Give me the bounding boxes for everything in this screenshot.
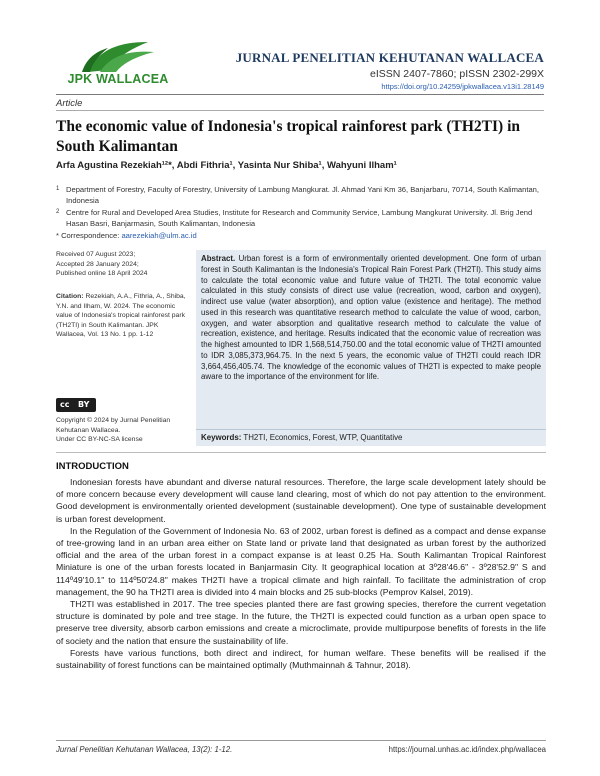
article-dates <box>56 250 188 279</box>
doi-link[interactable]: https://doi.org/10.24259/jpkwallacea.v13i1.28149 <box>381 82 544 91</box>
license-text: Under CC BY-NC-SA license <box>56 436 143 443</box>
article-title: The economic value of Indonesia's tropical rainforest park (TH2TI) in South Kalimantan <box>56 118 521 155</box>
affiliation-item <box>56 184 546 206</box>
footer-journal-citation: Jurnal Penelitian Kehutanan Wallacea, 13(2): 1-12. <box>56 745 233 754</box>
journal-issn: eISSN 2407-7860; pISSN 2302-299X <box>370 68 544 80</box>
footer-divider <box>56 740 546 741</box>
abstract-label: Abstract. <box>201 254 236 263</box>
journal-title: JURNAL PENELITIAN KEHUTANAN WALLACEA <box>235 50 544 65</box>
article-divider <box>56 110 544 111</box>
journal-logo <box>58 40 178 92</box>
received-date: Received 07 August 2023; <box>56 251 136 258</box>
copyright-text: Copyright © 2024 by Jurnal Penelitian Kehutanan Wallacea. <box>56 417 171 434</box>
abstract-box <box>196 250 546 446</box>
accepted-date: Accepted 28 January 2024; <box>56 260 139 268</box>
article-type-label: Article <box>56 98 83 109</box>
body-paragraph: In the Regulation of the Government of Indonesia No. 63 of 2002, urban forest is defined as a compact and dense expanse of tree-growing land in an urban area either on State land or private land that designated as urban forest by the authorized official and the area of the urban forest in a compact expanse is at least 0.25 Ha. South Kalimantan Tropical Rainforest Miniature is one of the urban forests located in Banjarmasin City. It geographical location at 3º28'46.6" - 3º28'52.9" S and 114º49'10.1" to 114º50'24.8" makes TH2TI have a tropical climate and high rainfall. To facilitate the administration of crop management, the 90 ha TH2TI area is divided into 4 main blocks and 25 sub-blocks (Pemprov Kalsel, 2019). <box>56 525 546 597</box>
body-paragraph: Forests have various functions, both direct and indirect, for human welfare. These benefits will be realised if the sustainability of forest functions can be maintained optimally (Muthmainnah & Tahnur, 2018). <box>56 647 546 671</box>
correspondence-line <box>56 230 546 241</box>
correspondence-label: * Correspondence: <box>56 231 120 240</box>
affiliation-text: Department of Forestry, Faculty of Forestry, University of Lambung Mangkurat. Jl. Ahmad Yani Km 36, Banjarbaru, 70714, South Kalimantan, Indonesia <box>66 185 540 205</box>
affiliation-number: 2 <box>56 209 60 215</box>
section-divider <box>56 452 546 453</box>
citation-label: Citation: <box>56 293 84 300</box>
leaf-icon <box>78 40 158 74</box>
correspondence-email[interactable]: aarezekiah@ulm.ac.id <box>121 231 197 240</box>
affiliation-item <box>56 207 546 229</box>
keywords-label: Keywords: <box>201 433 242 442</box>
citation-block <box>56 292 188 340</box>
citation-text: Rezekiah, A.A., Fithria, A., Shiba, Y.N. and Ilham, W. 2024. The economic value of Indonesia's tropical rainforest park (TH2TI) in South Kalimantan. JPK Wallacea, Vol. 13 No. 1 pp. 1-12 <box>56 293 186 338</box>
copyright-block <box>56 416 188 445</box>
cc-by-label: BY <box>78 400 90 409</box>
abstract-text: Urban forest is a form of environmentally oriented development. One form of urban forest in South Kalimantan is the Indonesia's Tropical Rain Forest Park (TH2TI). This study aims to calculate the total economic value and future value of TH2TI. The total economic value calculated in this study consists of direct use value (recreation, wood, carbon and oxygen), indirect use value (water absorption), and option value (existence and heritage). The method used in this research was quantitative research method to calculate the value of wood, carbon, oxygen, and water absorption and qualitative research method to calculate the value of recreation, existence, and heritage. Results indicated that the economic value of recreation was the highest amounted to IDR 1,568,514,750.00 and the total economic value of TH2TI amounted to IDR 3,085,373,964.75. In the next 5 years, the economic value of TH2TI could reach IDR 3,664,456,405.74. The knowledge of the economic values of TH2TI is expected to make people aware to the importance of the environment for life. <box>201 254 541 382</box>
footer-journal-url[interactable]: https://journal.unhas.ac.id/index.php/wallacea <box>388 745 546 754</box>
cc-license-badge[interactable] <box>56 398 96 412</box>
author-list: Arfa Agustina Rezekiah¹²*, Abdi Fithria¹, Yasinta Nur Shiba¹, Wahyuni Ilham¹ <box>56 160 397 171</box>
logo-text: JPK WALLACEA <box>67 72 169 86</box>
affiliation-text: Centre for Rural and Developed Area Studies, Institute for Research and Community Service, Lambung Mangkurat University. Jl. Brig Jend Hasan Basri, Banjarmasin, South Kalimantan, Indonesia <box>66 208 533 228</box>
keywords-text: TH2TI, Economics, Forest, WTP, Quantitative <box>243 433 403 442</box>
affiliations <box>56 184 546 242</box>
cc-icon: cc <box>60 400 70 409</box>
body-paragraph: Indonesian forests have abundant and diverse natural resources. Therefore, the large scale development lately should be of more concern because every development will cause land clearing, most of which do not pay attention to the environment. Good development is environmentally oriented development (sustainable development). One type of sustainable development is urban forest development. <box>56 477 546 524</box>
body-paragraph: TH2TI was established in 2017. The tree species planted there are fast growing species, therefore the current vegetation structure is dominated by pole and tree stage. In the future, the TH2TI is expected could function as a urban open space to preserve tree diversity, absorb carbon emissions and create a microclimate, provide multipurpose benefits of forests in the life of society and the nation that ensure the sustainability of life. <box>56 599 546 646</box>
keywords-box <box>196 429 546 445</box>
affiliation-number: 1 <box>56 186 60 192</box>
introduction-heading: INTRODUCTION <box>56 461 129 472</box>
published-date: Published online 18 April 2024 <box>56 270 148 277</box>
header-divider <box>56 94 544 95</box>
introduction-body <box>56 476 546 671</box>
